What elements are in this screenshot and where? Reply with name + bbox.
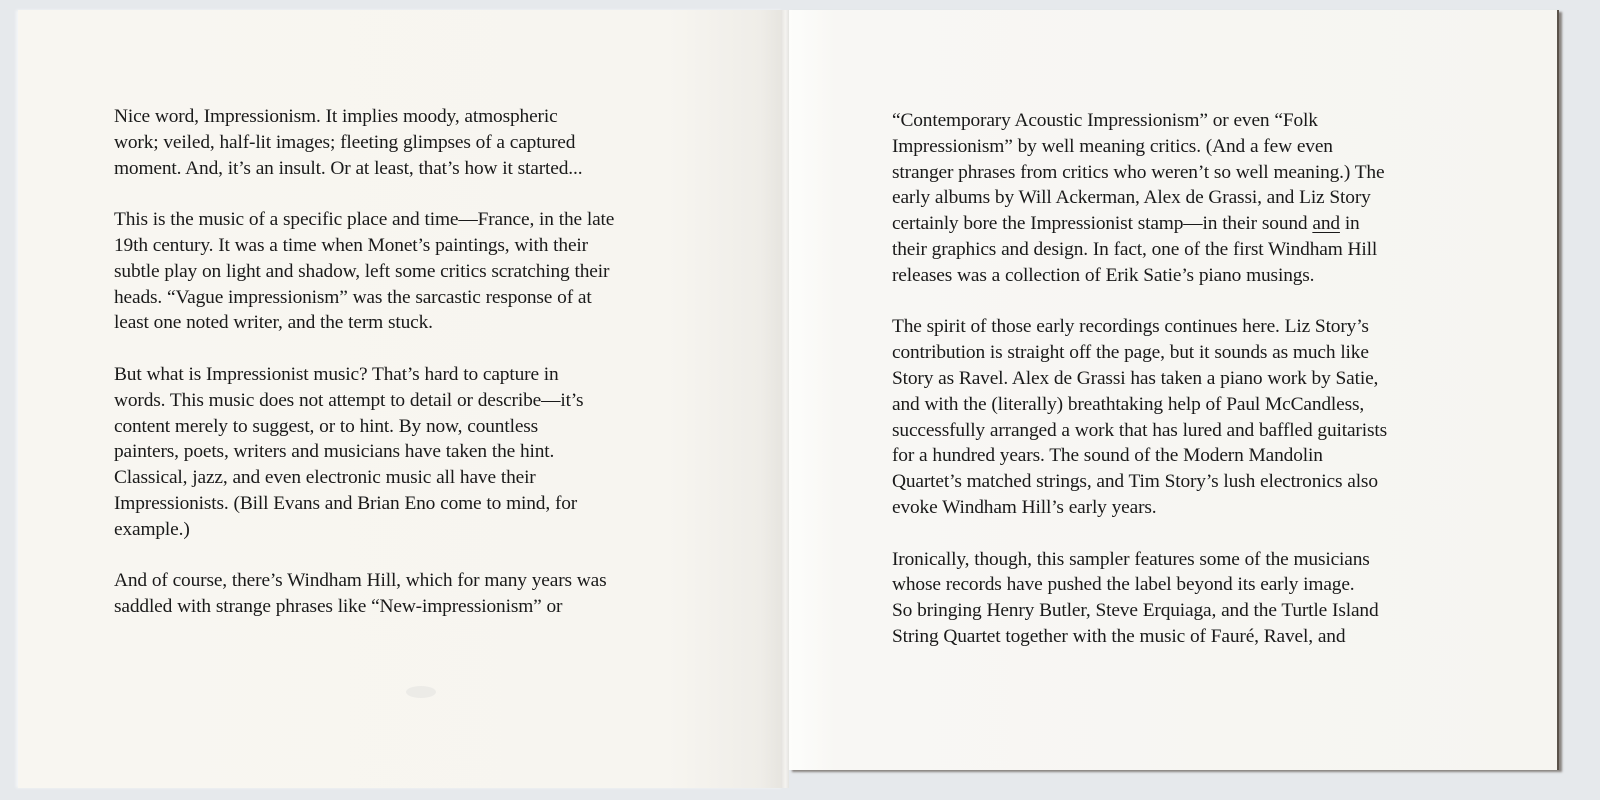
paragraph-ironically: Ironically, though, this sampler features some of the musicians whose records have pushed the label beyond its early image. So bringing Henry Butler, Steve Erquiaga, and the Turtle Island String Quartet together with the music of Fauré, Ravel, and [892, 548, 1379, 647]
show-through-ornament-mark [406, 686, 436, 698]
paragraph-contemporary-acoustic-part-1: “Contemporary Acoustic Impressionism” or even “Folk Impressionism” by well meaning critics. (And a few even stranger phrases from critics who weren’t so well meaning.) The early albums by Will Ackerman, Alex de Grassi, and Liz Story certainly bore the Impressionist stamp—in their sound [892, 110, 1385, 235]
paragraph-what-is-impressionist-music: But what is Impressionist music? That’s hard to capture in words. This music does not attempt to detail or describe—it’s content merely to suggest, or to hint. By now, countless painters, poets, writers and musicians have taken the hint. Classical, jazz, and even electronic music all have their Impressionists. (Bill Evans and Brian Eno come to mind, for example.) [114, 363, 584, 540]
binding-gutter [782, 10, 789, 788]
right-page-text [892, 108, 1472, 676]
right-page [789, 10, 1559, 770]
paragraph-contemporary-acoustic-part-2: in their graphics and design. In fact, one of the first Windham Hill releases was a collection of Erik Satie’s piano musings. [892, 213, 1378, 286]
left-page [18, 10, 783, 788]
underlined-word-and: and [1312, 213, 1340, 235]
paragraph-spirit-of-early-recordings: The spirit of those early recordings continues here. Liz Story’s contribution is straight off the page, but it sounds as much like Story as Ravel. Alex de Grassi has taken a piano work by Satie, and with the (literally) breathtaking help of Paul McCandless, successfully arranged a work that has lured and baffled guitarists for a hundred years. The sound of the Modern Mandolin Quartet’s matched strings, and Tim Story’s lush electronics also evoke Windham Hill’s early years. [892, 316, 1387, 518]
paragraph-impressionism-intro: Nice word, Impressionism. It implies moody, atmospheric work; veiled, half-lit images; fleeting glimpses of a captured moment. And, it’s an insult. Or at least, that’s how it started... [114, 106, 583, 179]
left-page-text [114, 104, 694, 646]
paragraph-contemporary-acoustic [892, 108, 1472, 289]
paragraph-windham-hill: And of course, there’s Windham Hill, which for many years was saddled with strange phrases like “New-impressionism” or [114, 570, 607, 618]
paragraph-france-19th-century: This is the music of a specific place and time—France, in the late 19th century. It was a time when Monet’s paintings, with their subtle play on light and shadow, left some critics scratching their heads. “Vague impressionism” was the sarcastic response of at least one noted writer, and the term stuck. [114, 209, 615, 334]
